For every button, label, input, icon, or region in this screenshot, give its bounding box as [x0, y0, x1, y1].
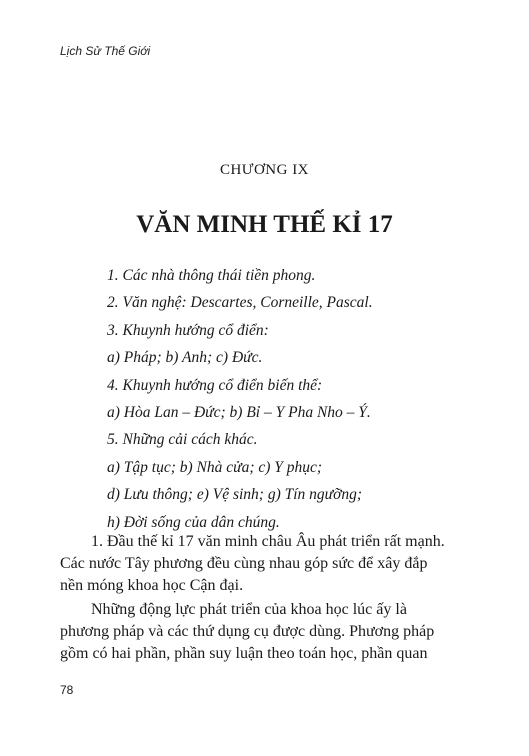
- paragraph-line: 1. Đầu thế kỉ 17 văn minh châu Âu phát triển rất mạnh.: [91, 533, 445, 550]
- chapter-contents-list: [107, 262, 373, 536]
- paragraph-line: phương pháp và các thứ dụng cụ được dùng. Phương pháp: [60, 623, 435, 640]
- chapter-label: CHƯƠNG IX: [219, 162, 310, 178]
- body-paragraph: [60, 599, 472, 665]
- chapter-title: VĂN MINH THẾ KỈ 17: [136, 211, 393, 238]
- contents-item: d) Lưu thông; e) Vệ sinh; g) Tín ngưỡng;: [107, 486, 363, 504]
- contents-item: a) Tập tục; b) Nhà cửa; c) Y phục;: [107, 458, 323, 476]
- contents-item: 5. Những cải cách khác.: [107, 431, 258, 449]
- paragraph-line: nền móng khoa học Cận đại.: [60, 577, 244, 594]
- contents-item: a) Pháp; b) Anh; c) Đức.: [107, 349, 263, 367]
- page-number: 78: [60, 683, 74, 697]
- contents-item: 2. Văn nghệ: Descartes, Corneille, Pascal.: [107, 294, 373, 312]
- running-header: Lịch Sử Thế Giới: [60, 44, 151, 58]
- contents-item: a) Hòa Lan – Đức; b) Bỉ – Y Pha Nho – Ý.: [107, 403, 371, 421]
- paragraph-line: gồm có hai phần, phần suy luận theo toán học, phần quan: [60, 645, 428, 662]
- paragraph-line: Các nước Tây phương đều cùng nhau góp sức để xây đắp: [60, 555, 428, 572]
- paragraph-line: Những động lực phát triển của khoa học lúc ấy là: [91, 601, 407, 618]
- contents-item: 1. Các nhà thông thái tiền phong.: [107, 267, 316, 284]
- body-paragraph: [60, 531, 472, 597]
- contents-item: 3. Khuynh hướng cổ điển:: [107, 321, 269, 339]
- contents-item: 4. Khuynh hướng cổ điển biến thể:: [107, 376, 323, 394]
- contents-item: h) Đời sống của dân chúng.: [107, 513, 280, 531]
